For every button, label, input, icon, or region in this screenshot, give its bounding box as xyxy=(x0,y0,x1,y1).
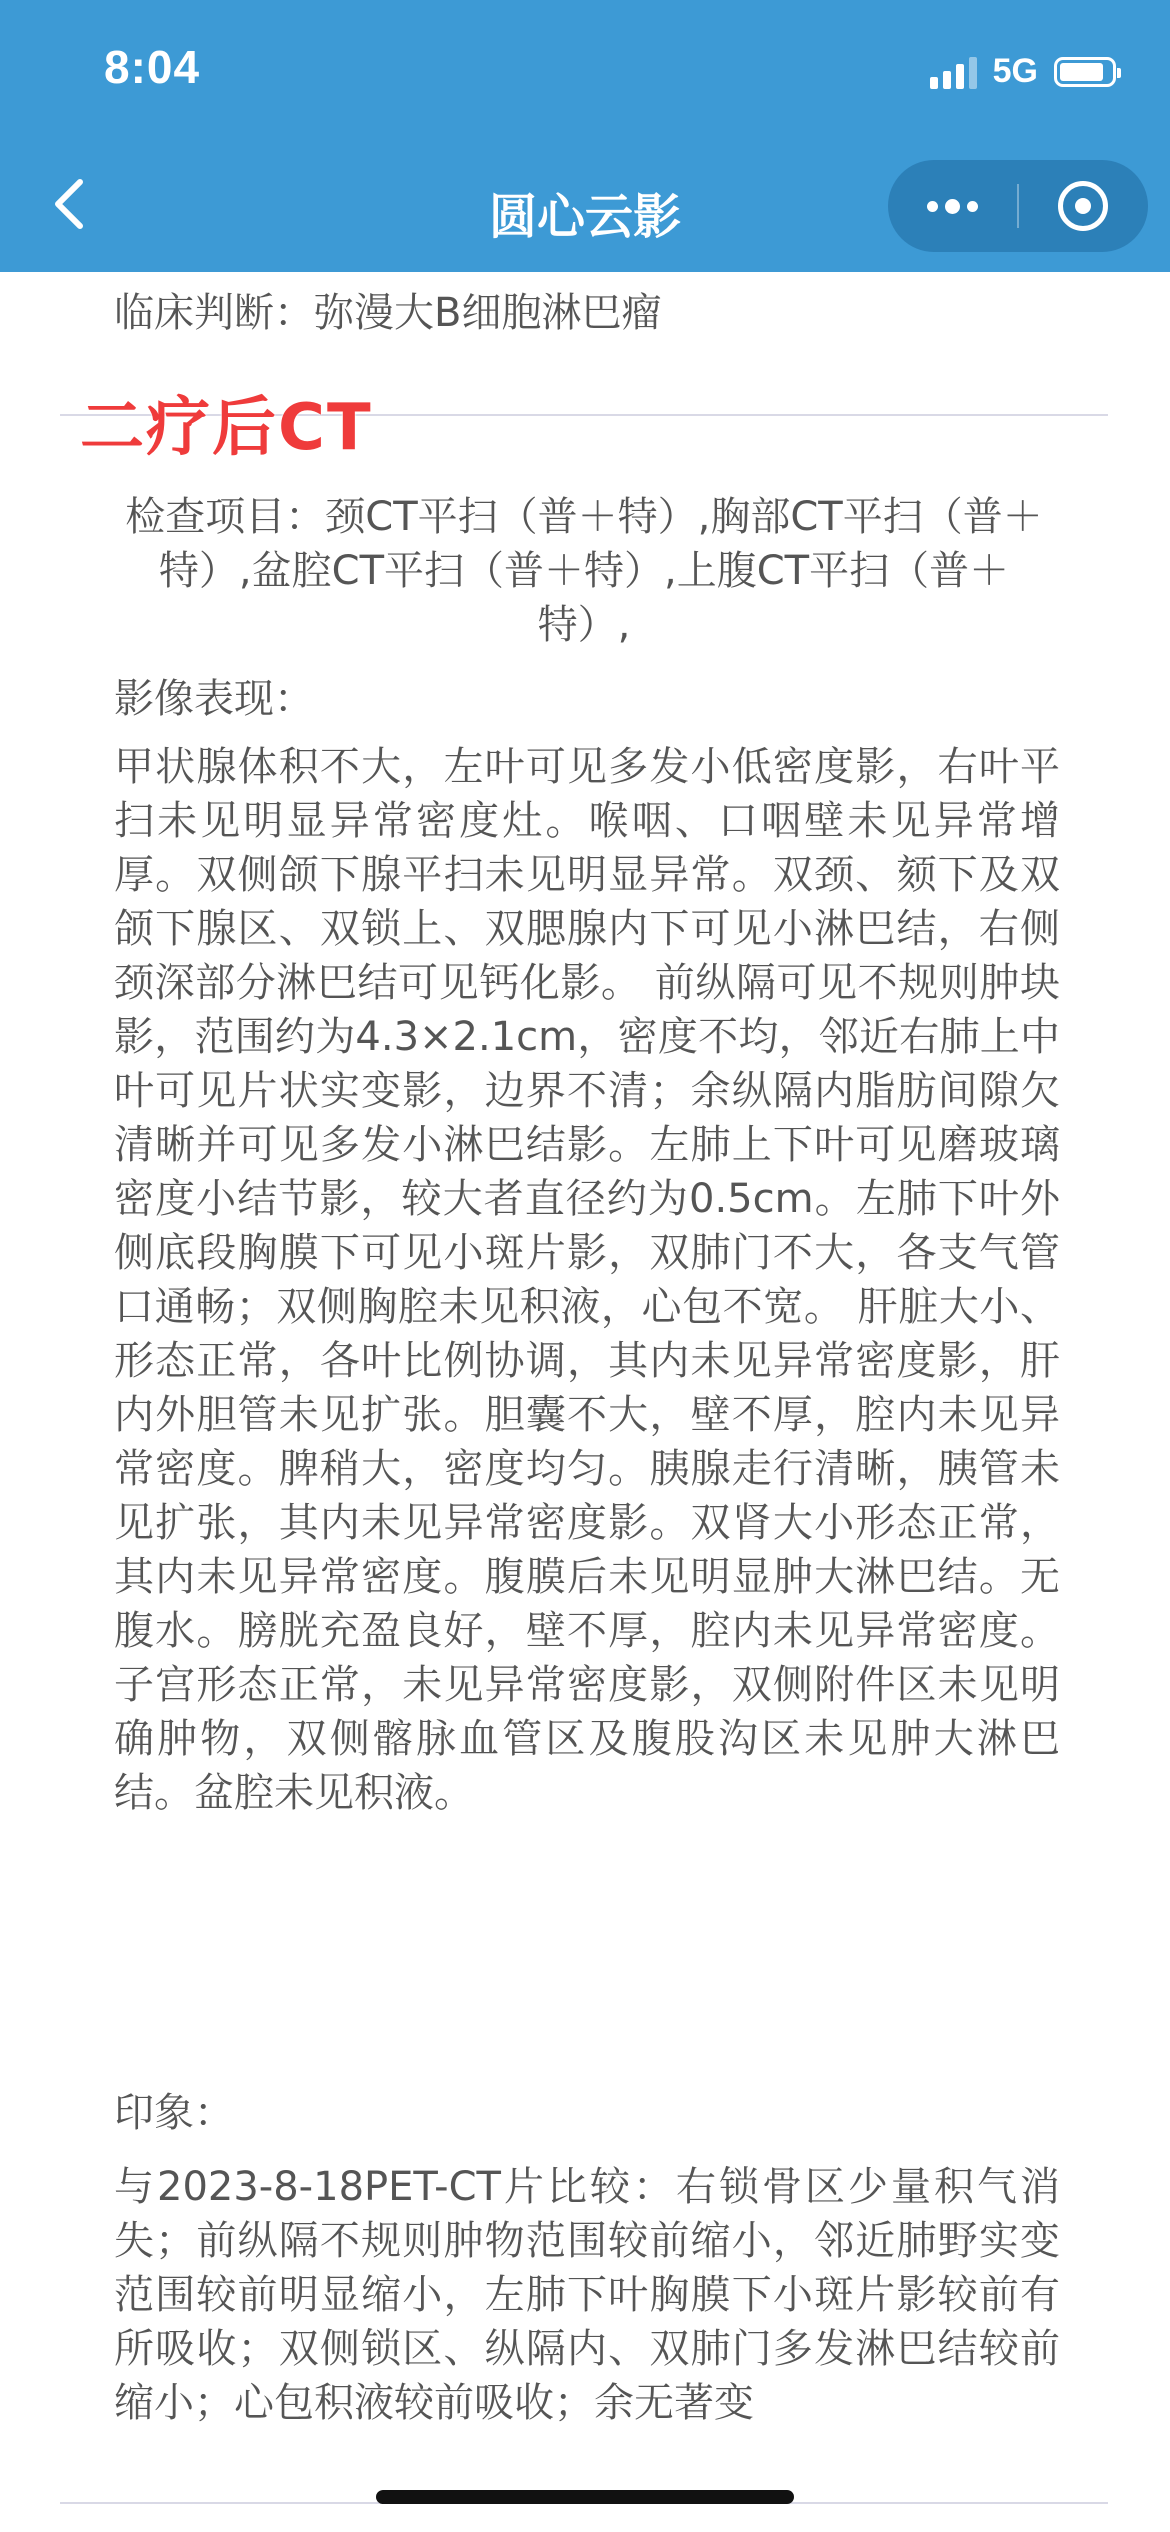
page-title: 圆心云影 xyxy=(488,189,681,245)
battery-level xyxy=(1060,63,1103,81)
stamp-label: 二疗后CT xyxy=(80,391,373,465)
battery-icon xyxy=(1054,57,1116,87)
signal-icon xyxy=(930,55,977,89)
target-icon xyxy=(1058,181,1108,231)
impression-text: 与2023-8-18PET-CT片比较：右锁骨区少量积气消失；前纵隔不规则肿物范围较前缩小，邻近肺野实变范围较前明显缩小，左肺下叶胸膜下小斑片影较前有所吸收；双侧锁区、纵隔内、双肺门多发淋巴结较前缩小；心包积液较前吸收；余无著变 xyxy=(114,2164,1060,2426)
home-indicator[interactable] xyxy=(376,2490,794,2504)
clinical-diagnosis: 临床判断：弥漫大B细胞淋巴瘤 xyxy=(114,290,662,336)
impression-label: 印象： xyxy=(114,2090,234,2136)
network-type: 5G xyxy=(992,52,1038,90)
more-dots-icon xyxy=(927,199,978,214)
status-time: 8:04 xyxy=(104,41,201,93)
miniprogram-capsule xyxy=(888,160,1148,252)
top-bar xyxy=(0,0,1170,272)
exam-items: 检查项目：颈CT平扫（普＋特）,胸部CT平扫（普＋特）,盆腔CT平扫（普＋特）,上腹CT平扫（普＋特）, xyxy=(125,494,1043,648)
status-indicators xyxy=(930,52,1116,91)
close-miniprogram-button[interactable] xyxy=(1019,160,1148,252)
findings-text: 甲状腺体积不大，左叶可见多发小低密度影，右叶平扫未见明显异常密度灶。喉咽、口咽壁未见异常增厚。双侧颌下腺平扫未见明显异常。双颈、颏下及双颌下腺区、双锁上、双腮腺内下可见小淋巴结，右侧颈深部分淋巴结可见钙化影。 前纵隔可见不规则肿块影，范围约为4.3×2.1cm，密度不均，邻近右肺上中叶可见片状实变影，边界不清；余纵隔内脂肪间隙欠清晰并可见多发小淋巴结影。左肺上下叶可见磨玻璃密度小结节影，较大者直径约为0.5cm。左肺下叶外侧底段胸膜下可见小斑片影，双肺门不大，各支气管口通畅；双侧胸腔未见积液，心包不宽。 肝脏大小、形态正常，各叶比例协调，其内未见异常密度影，肝内外胆管未见扩张。胆囊不大，壁不厚，腔内未见异常密度。脾稍大，密度均匀。胰腺走行清晰，胰管未见扩张，其内未见异常密度影。双肾大小形态正常，其内未见异常密度。腹膜后未见明显肿大淋巴结。无腹水。膀胱充盈良好，壁不厚，腔内未见异常密度。子宫形态正常，未见异常密度影，双侧附件区未见明确肿物，双侧髂脉血管区及腹股沟区未见肿大淋巴结。盆腔未见积液。 xyxy=(114,744,1060,1816)
more-button[interactable] xyxy=(888,160,1017,252)
findings-label: 影像表现： xyxy=(114,676,314,722)
